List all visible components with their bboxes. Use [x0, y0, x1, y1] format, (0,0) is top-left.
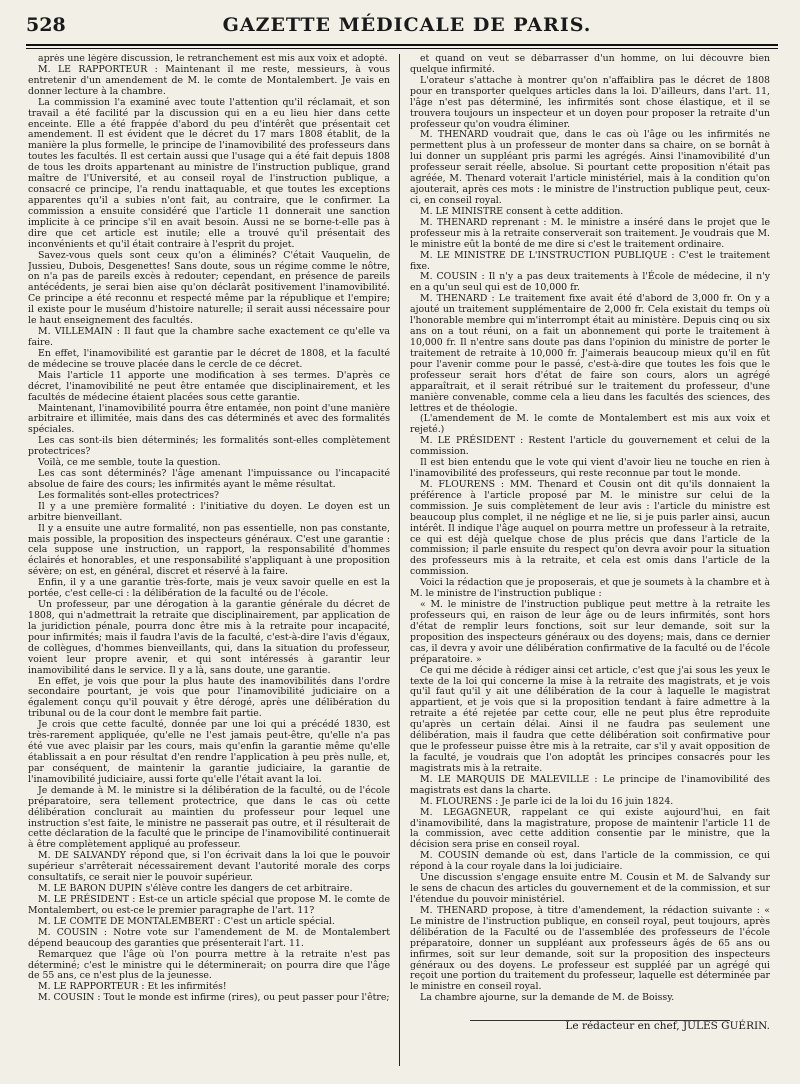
- paragraph: « M. le ministre de l'instruction publique peut mettre à la retraite les professeurs qui, en raison de leur âge ou de leurs infirmités, sont hors d'état de remplir leurs fonctions, soit sur leur demande, soit sur la proposition des inspecteurs généraux ou des doyens; mais, dans ce dernier cas, il devra y avoir une délibération confirmative de la faculté ou de l'école préparatoire. »: [410, 599, 770, 665]
- paragraph: M. LE PRÉSIDENT : Restent l'article du gouvernement et celui de la commission.: [410, 435, 770, 458]
- paragraph: M. LE BARON DUPIN s'élève contre les dangers de cet arbitraire.: [38, 883, 353, 895]
- paragraph: M. LE PRÉSIDENT : Est-ce un article spécial que propose M. le comte de Montalembert, ou est-ce le premier paragraphe de l'art. 11?: [28, 893, 390, 916]
- paragraph: M. LE MINISTRE DE L'INSTRUCTION PUBLIQUE : C'est le traitement fixe.: [410, 249, 770, 272]
- paragraph: M. LE RAPPORTEUR : Et les infirmités!: [38, 981, 227, 993]
- paragraph: Les cas sont déterminés? l'âge amenant l'impuissance ou l'incapacité absolue de faire des cours; les infirmités ayant le même résultat.: [28, 468, 390, 490]
- paragraph: M. LE RAPPORTEUR : Maintenant il me reste, messieurs, à vous entretenir d'un amendement de M. le comte de Montalembert. Je vais en donner lecture à la chambre.: [28, 63, 390, 97]
- editor-signature: Le rédacteur en chef, JULES GUÉRIN.: [565, 1020, 770, 1033]
- column-divider: [399, 54, 400, 1066]
- paragraph: M. LE MINISTRE consent à cette addition.: [420, 205, 624, 217]
- paragraph: Une discussion s'engage ensuite entre M. Cousin et M. de Salvandy sur le sens de chacun des articles du gouvernement et de la commission, et sur l'étendue du pouvoir ministériel.: [410, 872, 770, 905]
- paragraph: Les cas sont-ils bien déterminés; les formalités sont-elles complètement protectrices?: [28, 435, 390, 458]
- paragraph: M. VILLEMAIN : Il faut que la chambre sache exactement ce qu'elle va faire.: [28, 326, 390, 348]
- journal-title: GAZETTE MÉDICALE DE PARIS.: [222, 14, 592, 36]
- paragraph: Remarquez que l'âge où l'on pourra mettre à la retraite n'est pas déterminé; c'est le ministre qui le déterminerait; on pourra dire que l'âge de 55 ans, ce n'est plus de la jeunesse.: [28, 948, 390, 982]
- paragraph: En effet, l'inamovibilité est garantie par le décret de 1808, et la faculté de médecine se trouve placée dans le cercle de ce décret.: [28, 347, 390, 370]
- paragraph: Les formalités sont-elles protectrices?: [38, 489, 220, 501]
- header-rule-thin: [26, 48, 778, 49]
- paragraph: M. COUSIN : Tout le monde est infirme (rires), ou peut passer pour l'être;: [38, 992, 390, 1004]
- paragraph: M. DE SALVANDY répond que, si l'on écrivait dans la loi que le pouvoir supérieur s'arrêterait nécessairement devant l'autorité morale des corps consultatifs, ce serait nier le pouvoir supérieur.: [28, 850, 390, 884]
- paragraph: M. COUSIN : Notre vote sur l'amendement de M. de Montalembert dépend beaucoup des garanties que présenterait l'art. 11.: [28, 926, 390, 949]
- paragraph: Il est bien entendu que le vote qui vient d'avoir lieu ne touche en rien à l'inamovibilité des professeurs, qui reste reconnue par tout le monde.: [410, 457, 770, 480]
- left-column: [28, 54, 390, 1068]
- paragraph: M. FLOURENS : Je parle ici de la loi du 16 juin 1824.: [420, 795, 674, 807]
- paragraph: Voilà, ce me semble, toute la question.: [38, 457, 221, 469]
- paragraph: M. LEGAGNEUR, rappelant ce qui existe aujourd'hui, en fait d'inamovibilité, dans la magistrature, propose de maintenir l'article 11 de la commission, avec cette addition consentie par le ministre, que la décision sera prise en conseil royal.: [410, 806, 770, 851]
- paragraph: M. THENARD : Le traitement fixe avait été d'abord de 3,000 fr. On y a ajouté un traitement supplémentaire de 2,000 fr. Cela existait du temps où l'honorable membre qui m'interrompt était au ministère. Depuis cinq ou six ans on a tout réuni, on a fait un abonnement qui porte le traitement à 10,000 fr. Il n'entre sans doute pas dans l'opinion du ministre de porter le traitement de retraite à 10,000 fr. J'aimerais beaucoup mieux qu'il en fût pour l'avenir comme pour le passé, c'est-à-dire que toutes les fois que le professeur serait hors d'état de faire son cours, alors un agrégé apparaîtrait, et il serait rétribué sur le traitement du professeur, d'une manière convenable, comme cela a lieu dans les facultés des sciences, des lettres et de théologie.: [410, 293, 770, 414]
- paragraph: (L'amendement de M. le comte de Montalembert est mis aux voix et rejeté.): [410, 413, 770, 436]
- paragraph: Je crois que cette faculté, donnée par une loi qui a précédé 1830, est très-rarement appliquée, qu'elle ne l'est jamais peut-être, qu'elle n'a pas été vue avec plaisir par les cours, mais qu'enfin la garantie même qu'elle établissait a en pour résultat d'en rendre l'application à peu près nulle, et, par conséquent, de maintenir la garantie judiciaire, la garantie de l'inamovibilité judiciaire, aussi forte qu'elle l'était avant la loi.: [28, 719, 390, 785]
- paragraph: Il y a ensuite une autre formalité, non pas essentielle, non pas constante, mais possible, la proposition des inspecteurs généraux. C'est une garantie : cela suppose une instruction, un rapport, la responsabilité d'hommes éclairés et honorables, et une responsabilité s'appliquant à une proposition sévère; on est, en général, discret et réservé à la faire.: [28, 522, 390, 578]
- paragraph: Il y a une première formalité : l'initiative du doyen. Le doyen est un arbitre bienveillant.: [28, 500, 390, 523]
- paragraph: M. THENARD propose, à titre d'amendement, la rédaction suivante : « Le ministre de l'instruction publique, en conseil royal, peut toujours, après délibération de la Faculté ou de l'assemblée des professeurs de l'école préparatoire, donner un suppléant aux professeurs âgés de 65 ans ou infirmes, soit sur leur demande, soit sur la proposition des inspecteurs généraux ou des doyens. Le professeur est suppléé par un agrégé qui reçoit une portion du traitement du professeur, laquelle est déterminée par le ministre en conseil royal.: [410, 904, 770, 993]
- paragraph: M. COUSIN demande où est, dans l'article de la commission, ce qui répond à la cour royale dans la loi judiciaire.: [410, 850, 770, 873]
- paragraph: Voici la rédaction que je proposerais, et que je soumets à la chambre et à M. le ministre de l'instruction publique :: [410, 577, 770, 600]
- paragraph: Maintenant, l'inamovibilité pourra être entamée, non point d'une manière arbitraire et illimitée, mais dans des cas déterminés et avec des formalités spéciales.: [28, 402, 390, 436]
- paragraph: La commission l'a examiné avec toute l'attention qu'il réclamait, et son travail a été facilité par la discussion qui en a eu lieu hier dans cette enceinte. Elle a été frappée d'abord du peu d'intérêt que présentait cet amendement. Il est évident que le décret du 17 mars 1808 établit, de la manière la plus formelle, le principe de l'inamovibilité des professeurs dans toutes les facultés. Il est certain aussi que l'usage qui a été fait depuis 1808 de tous les droits appartenant au ministre de l'instruction publique, grand maître de l'Université, et au conseil royal de l'instruction publique, a consacré ce principe, l'a rendu inattaquable, et que toutes les exceptions apparentes qu'il a subies n'ont fait, au contraire, que le confirmer. La commission a ensuite considéré que l'article 11 donnerait une sanction implicite à ce principe s'il en avait besoin. Aussi ne se borne-t-elle pas à dire que cet article est inutile; elle a trouvé qu'il présentait des inconvénients et qu'il était contraire à l'esprit du projet.: [28, 96, 390, 250]
- paragraph: et quand on veut se débarrasser d'un homme, on lui découvre bien quelque infirmité.: [410, 54, 770, 75]
- paragraph: En effet, je vois que pour la plus haute des inamovibilités dans l'ordre secondaire pourtant, je vois que pour l'inamovibilité judiciaire on a également conçu qu'il pouvait y être dérogé, après une délibération du tribunal ou de la cour dont le membre fait partie.: [28, 675, 390, 720]
- paragraph: L'orateur s'attache à montrer qu'on n'affaiblira pas le décret de 1808 pour en transporter quelques articles dans la loi. D'ailleurs, dans l'art. 11, l'âge n'est pas déterminé, les infirmités sont chose élastique, et il se trouvera toujours un inspecteur et un doyen pour proposer la retraite d'un professeur qu'on voudra éliminer.: [410, 74, 770, 130]
- page-header: [26, 14, 778, 36]
- right-column: [410, 54, 770, 1068]
- paragraph: M. LE MARQUIS DE MALEVILLE : Le principe de l'inamovibilité des magistrats est dans la charte.: [410, 773, 770, 796]
- paragraph: M. FLOURENS : MM. Thenard et Cousin ont dit qu'ils donnaient la préférence à l'article proposé par M. le ministre sur celui de la commission. Je suis complètement de leur avis : l'article du ministre est beaucoup plus complet, il ne néglige et ne lie, si je puis parler ainsi, aucun intérêt. Il indique l'âge auquel on pourra mettre un professeur à la retraite, ce qui est déjà quelque chose de plus précis que dans l'article de la commission; il parle ensuite du respect qu'on devra avoir pour la situation des professeurs mis à la retraite, et cela est omis dans l'article de la commission.: [410, 478, 770, 578]
- paragraph: M. COUSIN : Il n'y a pas deux traitements à l'École de médecine, il n'y en a qu'un seul qui est de 10,000 fr.: [410, 271, 770, 294]
- paragraph: Savez-vous quels sont ceux qu'on a éliminés? C'était Vauquelin, de Jussieu, Dubois, Desgenettes! Sans doute, sous un régime comme le nôtre, on n'a pas de pareils excès à redouter; cependant, en présence de pareils antécédents, je serai bien aise qu'on déclarât positivement l'inamovibilité. Ce principe a été reconnu et respecté même par la république et l'empire; il existe pour le muséum d'histoire naturelle; il serait aussi nécessaire pour le haut enseignement des facultés.: [28, 249, 390, 327]
- paragraph: La chambre ajourne, sur la demande de M. de Boissy.: [420, 992, 675, 1004]
- page-number: 528: [26, 14, 66, 36]
- paragraph: après une légère discussion, le retranchement est mis aux voix et adopté.: [38, 54, 388, 64]
- paragraph: M. THENARD voudrait que, dans le cas où l'âge ou les infirmités ne permettent plus à un professeur de monter dans sa chaire, on se bornât à lui donner un suppléant pris parmi les agrégés. Ainsi l'inamovibilité d'un professeur serait réelle, absolue. Si pourtant cette proposition n'était pas agréée, M. Thenard voterait l'article ministériel, mais à la condition qu'on ajouterait, après ces mots : le ministre de l'instruction publique peut, ceux-ci, en conseil royal.: [410, 129, 770, 206]
- header-rule: [26, 44, 778, 46]
- paragraph: Ce qui me décide à rédiger ainsi cet article, c'est que j'ai sous les yeux le texte de la loi qui concerne la mise à la retraite des magistrats, et je vois qu'il faut qu'il y ait une délibération de la cour à laquelle le magistrat appartient, et je vois que si la proposition tendant à faire admettre à la retraite a été rejetée par cette cour, elle ne peut plus être reproduite qu'après un certain délai. Ainsi il ne faudra pas seulement une délibération, mais il faudra que cette délibération soit confirmative pour que le professeur puisse être mis à la retraite, car s'il y avait opposition de la faculté, je voudrais que l'on adoptât les principes consacrés pour les magistrats mis à la retraite.: [410, 664, 770, 774]
- paragraph: Je demande à M. le ministre si la délibération de la faculté, ou de l'école préparatoire, sera tellement protectrice, que dans le cas où cette délibération conclurait au maintien du professeur pour lequel une instruction s'est faite, le ministre ne passerait pas outre, et il résulterait de cette déclaration de la faculté que le principe de l'inamovibilité continuerait à être complètement appliqué au professeur.: [28, 784, 390, 851]
- paragraph: Enfin, il y a une garantie très-forte, mais je veux savoir quelle en est la portée, c'est celle-ci : la délibération de la faculté ou de l'école.: [28, 577, 390, 600]
- paragraph: M. THENARD reprenant : M. le ministre a inséré dans le projet que le professeur mis à la retraite conserverait son traitement. Je voudrais que M. le ministre eût la bonté de me dire si c'est le traitement ordinaire.: [410, 216, 770, 250]
- paragraph: Mais l'article 11 apporte une modification à ses termes. D'après ce décret, l'inamovibilité ne peut être entamée que disciplinairement, et les facultés de médecine étaient placées sous cette garantie.: [28, 369, 390, 403]
- paragraph: Un professeur, par une dérogation à la garantie générale du décret de 1808, qui n'admettrait la retraite que disciplinairement, par application de la juridiction pénale, pourra donc être mis à la retraite pour incapacité, pour infirmités; mais il faudra l'avis de la faculté, c'est-à-dire l'avis d'égaux, de collègues, d'hommes bienveillants, qui, dans la situation du professeur, voient leur propre avenir, et qui sont intéressés à garantir leur inamovibilité dans le service. Il y a là, sans doute, une garantie.: [28, 599, 390, 676]
- paragraph: M. LE COMTE DE MONTALEMBERT : C'est un article spécial.: [38, 915, 335, 927]
